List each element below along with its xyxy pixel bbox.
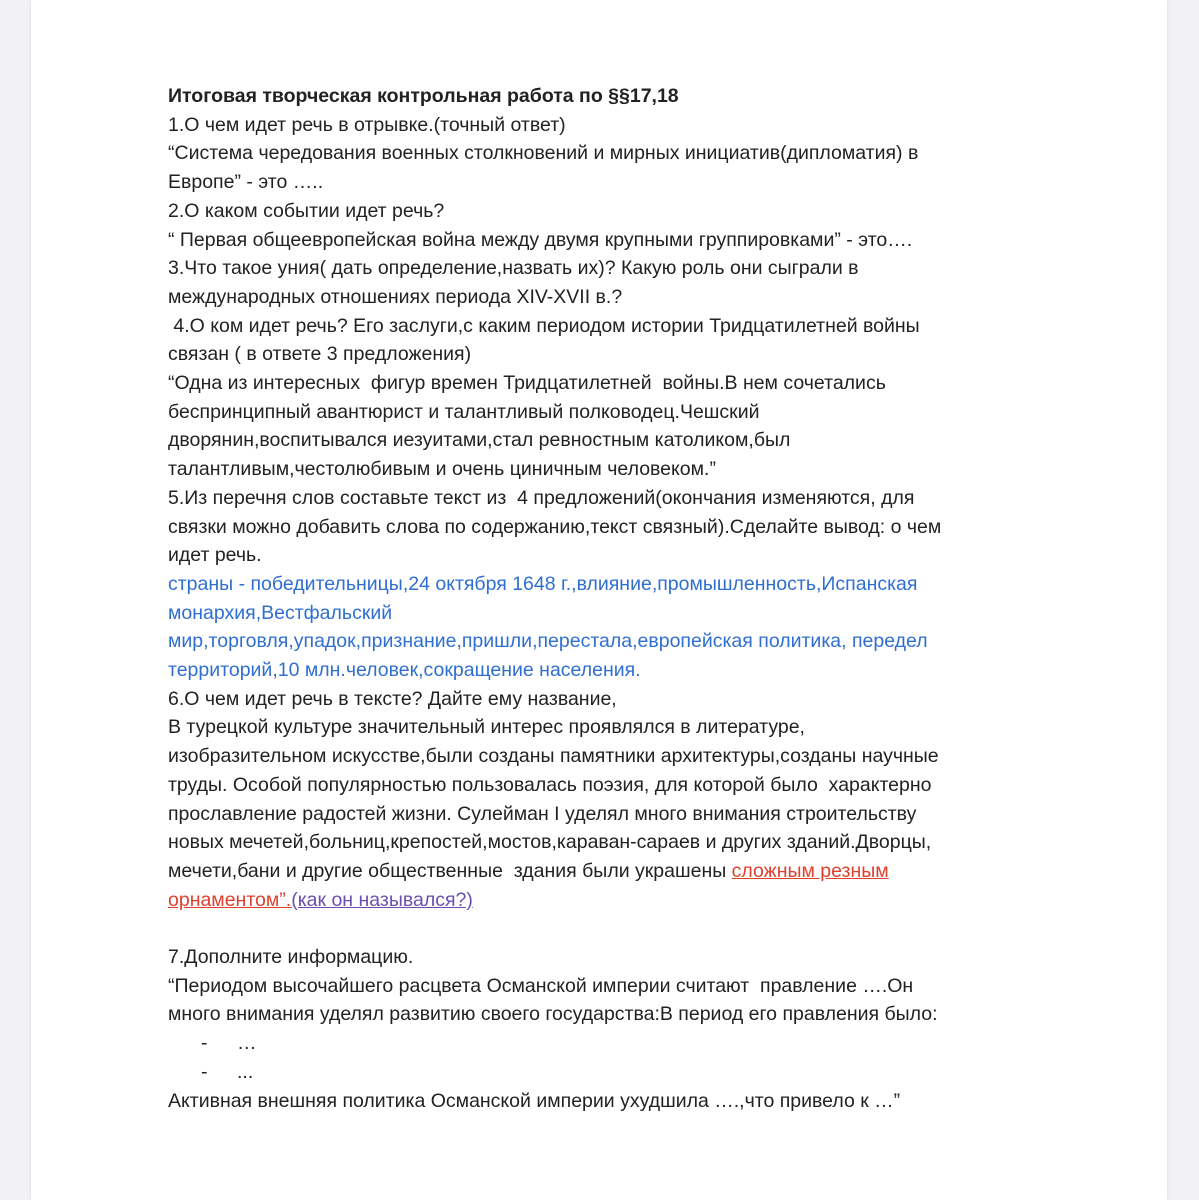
q7-bullet-item <box>168 1029 1028 1058</box>
bullet-text: … <box>237 1032 257 1055</box>
q6-text-line: изобразительном искусстве,были созданы памятники архитектуры,созданы научные <box>168 745 939 768</box>
q6-text-line-with-link <box>168 857 1028 886</box>
q2-text: “ Первая общеевропейская война между двумя крупными группировками” - это…. <box>168 228 913 251</box>
q4-question-line: связан ( в ответе 3 предложения) <box>168 343 472 366</box>
document-content <box>168 82 1028 1115</box>
q5-question-line: идет речь. <box>168 544 262 567</box>
q7-text-line: Активная внешняя политика Османской империи ухудшила ….,что привело к …” <box>168 1089 901 1112</box>
q7-text-line: много внимания уделял развитию своего государства:В период его правления было: <box>168 1003 938 1026</box>
q5-word-list-line: монархия,Вестфальский <box>168 601 393 624</box>
q5-question-line: 5.Из перечня слов составьте текст из 4 предложений(окончания изменяются, для <box>168 486 915 509</box>
q6-text-line: В турецкой культуре значительный интерес проявлялся в литературе, <box>168 716 805 739</box>
q7-bullet-item <box>168 1058 1028 1087</box>
q1-text-line: “Система чередования военных столкновений и мирных инициатив(дипломатия) в <box>168 142 919 165</box>
q5-question-line: связки можно добавить слова по содержанию,текст связный).Сделайте вывод: о чем <box>168 515 942 538</box>
q5-word-list-line: территорий,10 млн.человек,сокращение населения. <box>168 659 641 682</box>
q1-text-line: Европе” - это ….. <box>168 171 324 194</box>
q3-question-line: 3.Что такое уния( дать определение,назвать их)? Какую роль они сыграли в <box>168 257 859 280</box>
bullet-dash: - <box>201 1032 208 1055</box>
q7-text-line: “Периодом высочайшего расцвета Османской империи считают правление ….Он <box>168 974 914 997</box>
q5-word-list-line: страны - победительницы,24 октября 1648 г.,влияние,промышленность,Испанская <box>168 572 918 595</box>
q6-text-line: новых мечетей,больниц,крепостей,мостов,караван-сараев и других зданий.Дворцы, <box>168 831 932 854</box>
q5-word-list-line: мир,торговля,упадок,признание,пришли,перестала,европейская политика, передел <box>168 630 928 653</box>
q4-quote-line: талантливым,честолюбивым и очень циничным человеком.” <box>168 458 716 481</box>
q6-question: 6.О чем идет речь в тексте? Дайте ему название, <box>168 687 617 710</box>
q4-quote-line: “Одна из интересных фигур времен Тридцатилетней войны.В нем сочетались <box>168 372 886 395</box>
q1-question: 1.О чем идет речь в отрывке.(точный ответ) <box>168 113 566 136</box>
ornament-link[interactable]: сложным резным <box>731 859 889 882</box>
q6-text-line: труды. Особой популярностью пользовалась поэзия, для которой было характерно <box>168 773 932 796</box>
q4-quote-line: беспринципный авантюрист и талантливый полководец.Чешский <box>168 400 760 423</box>
q7-question: 7.Дополните информацию. <box>168 946 414 969</box>
q2-question: 2.О каком событии идет речь? <box>168 199 445 222</box>
q4-question-line: 4.О ком идет речь? Его заслуги,с каким периодом истории Тридцатилетней войны <box>168 314 920 337</box>
ornament-link-continued[interactable]: орнаментом”. <box>168 888 292 911</box>
bullet-text: ... <box>237 1060 254 1083</box>
paragraph-spacer <box>168 914 1028 943</box>
q6-link-line <box>168 886 1028 915</box>
q6-text-line: прославление радостей жизни. Сулейман I уделял много внимания строительству <box>168 802 917 825</box>
q6-text-plain: мечети,бани и другие общественные здания были украшены <box>168 859 732 882</box>
q3-question-line: международных отношениях периода XIV-XVII в.? <box>168 285 623 308</box>
document-title: Итоговая творческая контрольная работа по §§17,18 <box>168 85 679 107</box>
q4-quote-line: дворянин,воспитывался иезуитами,стал ревностным католиком,был <box>168 429 791 452</box>
ornament-question-link[interactable]: (как он назывался?) <box>291 888 473 911</box>
bullet-dash: - <box>201 1060 208 1083</box>
